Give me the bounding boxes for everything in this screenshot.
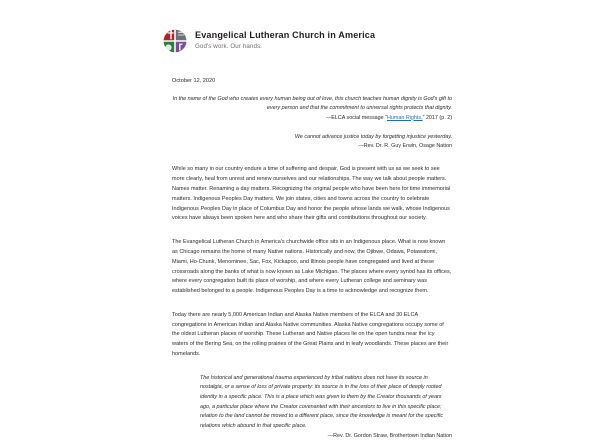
letter-date: October 12, 2020 — [172, 78, 216, 84]
epigraph-one — [172, 95, 452, 123]
closing-quote-attribution: —Rev. Dr. Gordon Straw, Brothertown Indian Nation — [327, 433, 452, 440]
brand-block — [195, 31, 375, 51]
closing-quote-text: The historical and generational trauma experienced by tribal nations does not have its source in nostalgia, or a sense of loss of private property: its source is in the loss of their place of deeply rooted identity in a specific place. This is a place which was given to them by the Creator thousands of years ago, a particular place where the Creator covenanted with their ancestors to live in this specific place; relation to the land cannot be moved to a different place, since the knowledge is meant for the specific relations which abound in that specific place. — [200, 374, 444, 429]
epigraph-two — [172, 133, 452, 152]
epigraph-one-attribution-suffix: ” 2017 (p. 2) — [422, 114, 452, 121]
organization-name: Evangelical Lutheran Church in America — [195, 30, 376, 41]
epigraph-one-attribution-prefix: —ELCA social message “ — [325, 114, 387, 121]
elca-cross-globe-logo-icon — [162, 28, 188, 54]
epigraph-two-text: We cannot advance justice today by forgetting injustice yesterday. — [294, 133, 452, 140]
letterhead — [0, 0, 600, 54]
body-paragraph: While so many in our country endure a time of suffering and despair, God is present with us as we seek to see more clearly, heal from unrest and renew ourselves and our relationships. The way we talk about people matters. Names matter. Renaming a day matters. Recognizing the original people who have been here for time immemorial matters. Indigenous Peoples Day matters. We join states, cities and towns across the country to celebrate Indigenous Peoples Day in place of Columbus Day and honor the people whose lands we walk, whose Indigenous voices have always been spoken here and who share their gifts and contributions throughout our society. — [172, 166, 451, 222]
epigraph-one-attribution — [172, 114, 452, 123]
epigraph-two-attribution: —Rev. Dr. R. Guy Erwin, Osage Nation — [358, 143, 452, 150]
closing-quote — [172, 374, 452, 442]
body-paragraph: The Evangelical Lutheran Church in America's churchwide office sits in an Indigenous place. What is now known as Chicago remains the home of many Native nations. Historically and now, the Ojibwe, Odawa, Potawatomi, Miami, Ho-Chunk, Menominee, Sac, Fox, Kickapoo, and Illinois people have congregated and lived at these crossroads along the banks of what is now known as Lake Michigan. The places where every synod has its offices, where every congregation built its place of worship, and where every Lutheran college and seminary was established belonged to a people. Indigenous Peoples Day is a time to acknowledge and recognize them. — [172, 239, 452, 295]
body-paragraph: Today there are nearly 5,000 American Indian and Alaska Native members of the ELCA and 30 ELCA congregations in American Indian and Alaska Native communities. Alaska Native congregations occupy some of the oldest Lutheran places of worship. These Lutheran and Native places lie on the open tundra near the icy waters of the Bering Sea, on the rolling prairies of the Great Plains and in leafy woodlands. These places are their homelands. — [172, 311, 449, 357]
letter-body — [0, 78, 452, 442]
organization-tagline: God's work. Our hands. — [195, 42, 263, 50]
epigraph-one-text: In the name of the God who creates every human being out of love, this church teaches human dignity is God's gift to every person and that the commitment to universal rights protects that dignity. — [172, 96, 452, 112]
human-rights-link[interactable]: Human Rights, — [386, 114, 423, 121]
